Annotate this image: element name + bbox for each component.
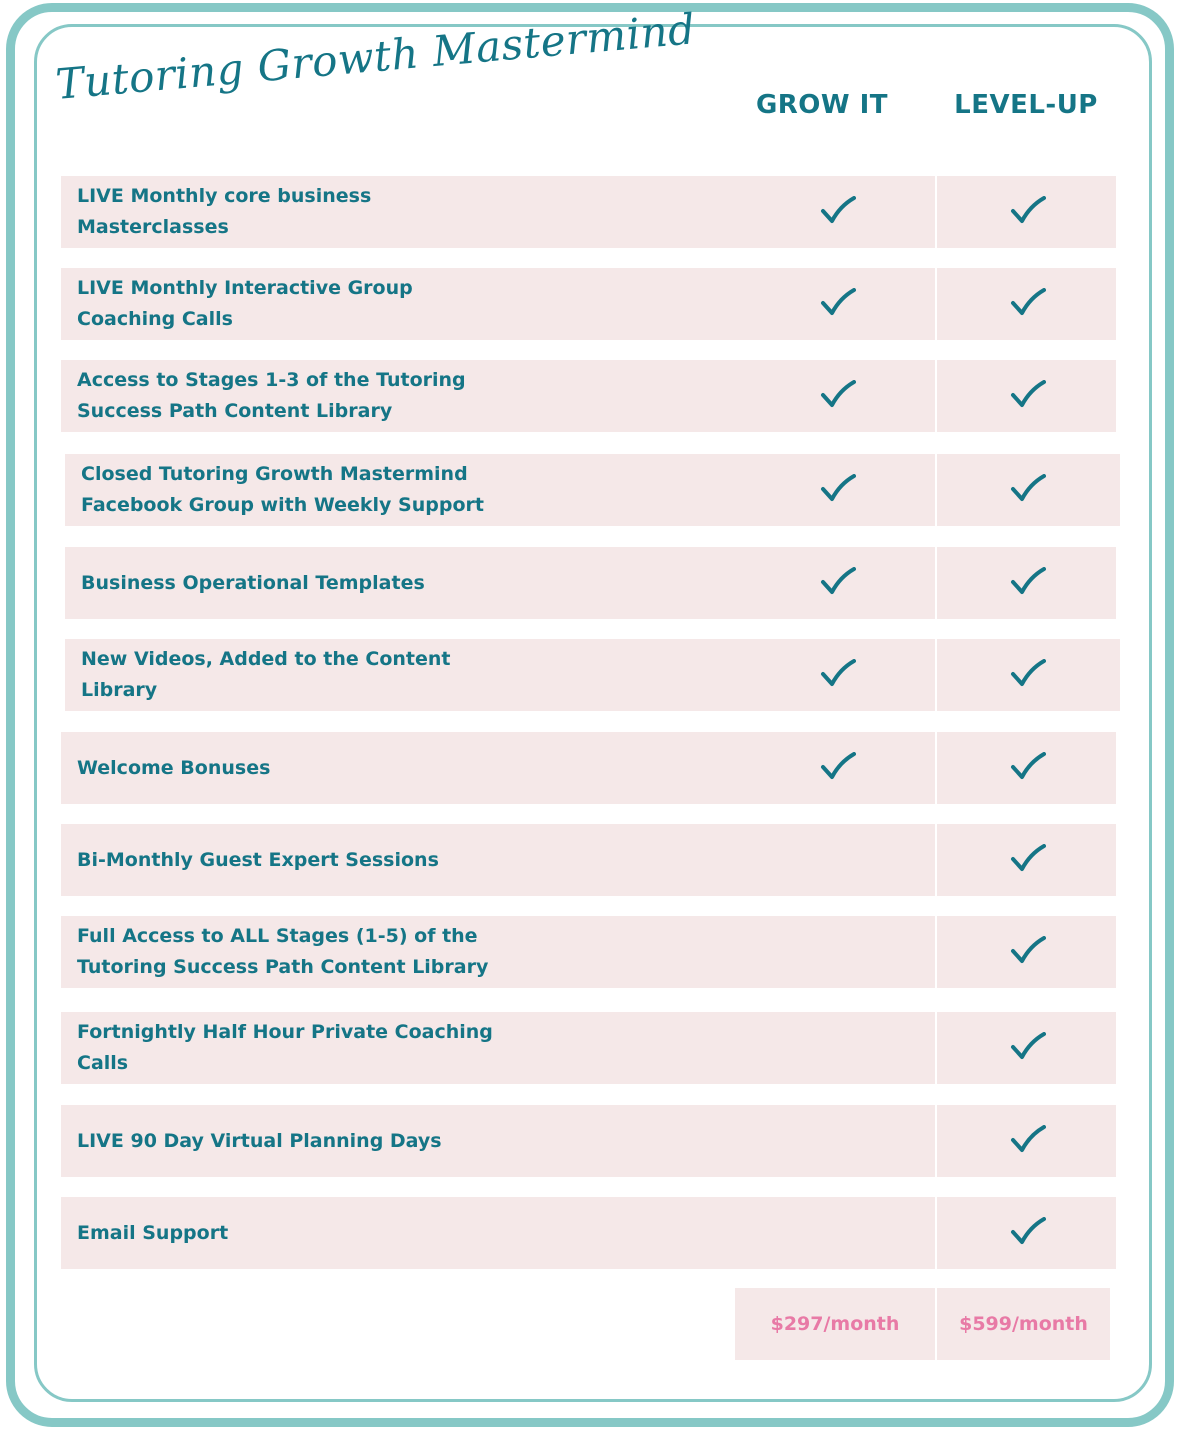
feature-cell xyxy=(65,454,935,526)
check-icon xyxy=(820,196,856,224)
check-icon xyxy=(820,474,856,502)
check-icon xyxy=(1010,752,1046,780)
column-header-level-up: LEVEL-UP xyxy=(954,90,1098,120)
check-icon xyxy=(1010,1125,1046,1153)
check-icon xyxy=(1010,567,1046,595)
feature-cell xyxy=(65,639,935,711)
feature-label: Closed Tutoring Growth Mastermind Facebook Group with Weekly Support xyxy=(81,463,484,516)
feature-label: Access to Stages 1-3 of the Tutoring Success Path Content Library xyxy=(77,369,466,422)
feature-label: Full Access to ALL Stages (1-5) of the Tutoring Success Path Content Library xyxy=(77,925,489,978)
feature-label: Fortnightly Half Hour Private Coaching Calls xyxy=(77,1021,493,1074)
feature-cell xyxy=(61,176,935,248)
price-level-up: $599/month xyxy=(937,1288,1110,1360)
page-title: Tutoring Growth Mastermind xyxy=(53,4,698,109)
check-icon xyxy=(1010,196,1046,224)
check-icon xyxy=(1010,659,1046,687)
feature-label: New Videos, Added to the Content Library xyxy=(81,648,451,701)
feature-label: LIVE 90 Day Virtual Planning Days xyxy=(77,1129,442,1152)
feature-cell xyxy=(61,732,935,804)
check-icon xyxy=(1010,288,1046,316)
feature-label: Bi-Monthly Guest Expert Sessions xyxy=(77,848,439,871)
feature-label: LIVE Monthly Interactive Group Coaching Calls xyxy=(77,277,413,330)
price-grow-it: $297/month xyxy=(735,1288,935,1360)
feature-cell xyxy=(61,1105,935,1177)
check-icon xyxy=(1010,936,1046,964)
feature-cell xyxy=(61,1012,935,1084)
check-icon xyxy=(1010,844,1046,872)
feature-label: Email Support xyxy=(77,1221,229,1244)
feature-cell xyxy=(65,547,935,619)
check-icon xyxy=(820,567,856,595)
check-icon xyxy=(1010,474,1046,502)
feature-cell xyxy=(61,1197,935,1269)
check-icon xyxy=(820,380,856,408)
check-icon xyxy=(1010,380,1046,408)
check-icon xyxy=(820,752,856,780)
check-icon xyxy=(820,659,856,687)
feature-cell xyxy=(61,268,935,340)
feature-label: LIVE Monthly core business Masterclasses xyxy=(77,185,372,238)
feature-cell xyxy=(61,916,935,988)
feature-cell xyxy=(61,360,935,432)
check-icon xyxy=(820,288,856,316)
check-icon xyxy=(1010,1217,1046,1245)
check-icon xyxy=(1010,1032,1046,1060)
column-header-grow-it: GROW IT xyxy=(755,90,889,120)
feature-label: Business Operational Templates xyxy=(81,571,425,594)
feature-cell xyxy=(61,824,935,896)
feature-label: Welcome Bonuses xyxy=(77,756,271,779)
